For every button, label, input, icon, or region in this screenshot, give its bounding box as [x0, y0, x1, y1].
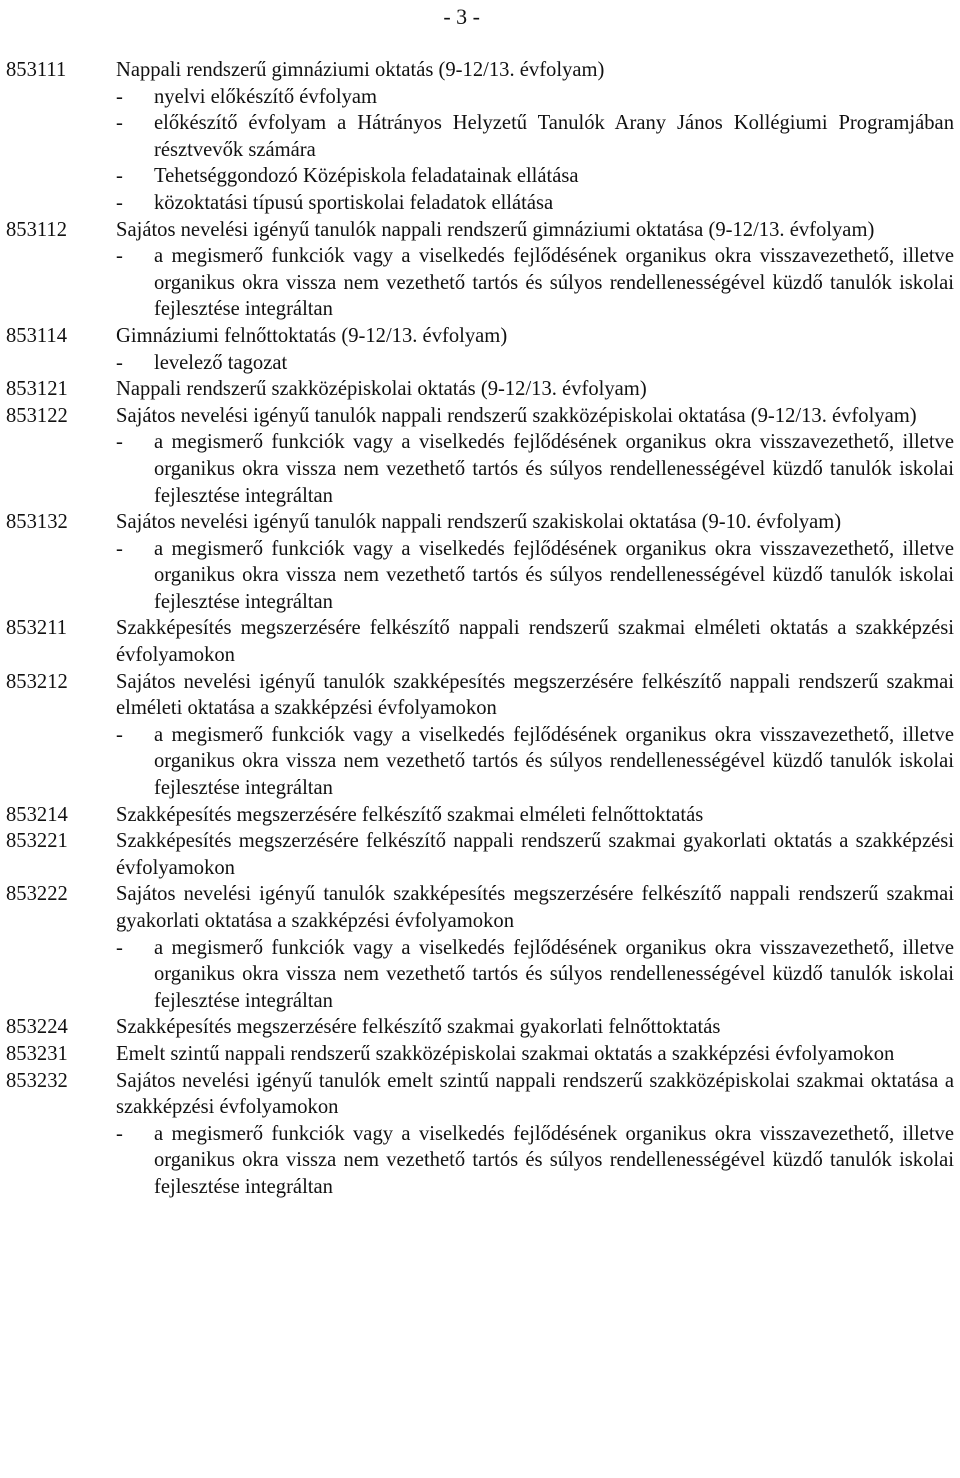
subitem-dash: -	[116, 112, 123, 135]
list-item	[6, 1068, 954, 1201]
list-item	[6, 828, 954, 881]
list-item	[6, 217, 954, 323]
subitem-dash: -	[116, 537, 123, 560]
entry-title: Szakképesítés megszerzésére felkészítő nappali rendszerű szakmai elméleti oktatás a szakképzési évfolyamokon	[116, 617, 954, 667]
subitem-text: a megismerő funkciók vagy a viselkedés fejlődésének organikus okra visszavezethető, illetve organikus okra vissza nem vezethető tartós és súlyos rendellenességével küzdő tanulók iskolai fejlesztése integráltan	[154, 537, 954, 613]
entry-code: 853232	[6, 1069, 68, 1092]
entry-code: 853212	[6, 670, 68, 693]
entry-title: Sajátos nevelési igényű tanulók szakképesítés megszerzésére felkészítő nappali rendszerű szakmai elméleti oktatása a szakképzési évfolyamokon	[116, 670, 954, 720]
entry-subitem	[116, 190, 954, 217]
list-item	[6, 323, 954, 376]
subitem-dash: -	[116, 245, 123, 268]
entry-title: Sajátos nevelési igényű tanulók nappali rendszerű gimnáziumi oktatása (9-12/13. évfolyam)	[116, 218, 875, 241]
subitem-dash: -	[116, 723, 123, 746]
subitem-text: a megismerő funkciók vagy a viselkedés fejlődésének organikus okra visszavezethető, illetve organikus okra vissza nem vezethető tartós és súlyos rendellenességével küzdő tanulók iskolai fejlesztése integráltan	[154, 723, 954, 800]
list-item	[6, 669, 954, 802]
entry-code: 853211	[6, 617, 68, 640]
entry-code: 853132	[6, 511, 68, 534]
subitem-text: nyelvi előkészítő évfolyam	[154, 85, 378, 108]
list-item	[6, 57, 954, 217]
subitem-text: a megismerő funkciók vagy a viselkedés fejlődésének organikus okra visszavezethető, illetve organikus okra vissza nem vezethető tartós és súlyos rendellenességével küzdő tanulók iskolai fejlesztése integráltan	[154, 431, 954, 507]
subitem-text: előkészítő évfolyam a Hátrányos Helyzetű Tanulók Arany János Kollégiumi Programjában résztvevők számára	[154, 112, 954, 161]
entry-body	[116, 1041, 954, 1068]
subitem-dash: -	[116, 936, 123, 959]
entry-body	[116, 1014, 954, 1041]
entry-title: Gimnáziumi felnőttoktatás (9-12/13. évfolyam)	[116, 324, 508, 347]
entry-code: 853112	[6, 218, 68, 241]
entry-title: Sajátos nevelési igényű tanulók szakképesítés megszerzésére felkészítő nappali rendszerű szakmai gyakorlati oktatása a szakképzési évfolyamokon	[116, 883, 954, 932]
subitem-text: Tehetséggondozó Középiskola feladatainak ellátása	[154, 165, 579, 188]
entry-code: 853221	[6, 830, 68, 853]
entry-title: Szakképesítés megszerzésére felkészítő nappali rendszerű szakmai gyakorlati oktatás a szakképzési évfolyamokon	[116, 830, 954, 879]
entry-body	[116, 1068, 954, 1201]
subitem-text: a megismerő funkciók vagy a viselkedés fejlődésének organikus okra visszavezethető, illetve organikus okra vissza nem vezethető tartós és súlyos rendellenességével küzdő tanulók iskolai fejlesztése integráltan	[154, 936, 954, 1012]
entry-list	[6, 57, 954, 1201]
subitem-dash: -	[116, 191, 123, 214]
entry-body	[116, 403, 954, 509]
entry-code: 853214	[6, 803, 68, 826]
subitem-text: levelező tagozat	[154, 351, 288, 374]
entry-title: Sajátos nevelési igényű tanulók nappali rendszerű szakiskolai oktatása (9-10. évfolyam)	[116, 511, 842, 534]
entry-code: 853224	[6, 1016, 68, 1039]
subitem-text: a megismerő funkciók vagy a viselkedés fejlődésének organikus okra visszavezethető, illetve organikus okra vissza nem vezethető tartós és súlyos rendellenességével küzdő tanulók iskolai fejlesztése integráltan	[154, 1122, 954, 1198]
entry-title: Nappali rendszerű szakközépiskolai oktatás (9-12/13. évfolyam)	[116, 378, 647, 401]
entry-body	[116, 615, 954, 668]
list-item	[6, 881, 954, 1014]
entry-code: 853122	[6, 404, 68, 427]
entry-title: Szakképesítés megszerzésére felkészítő szakmai elméleti felnőttoktatás	[116, 803, 704, 826]
list-item	[6, 1041, 954, 1068]
list-item	[6, 615, 954, 668]
page-number: - 3 -	[443, 4, 480, 29]
subitem-text: közoktatási típusú sportiskolai feladatok ellátása	[154, 191, 554, 214]
subitem-dash: -	[116, 85, 123, 108]
subitem-text: a megismerő funkciók vagy a viselkedés fejlődésének organikus okra visszavezethető, illetve organikus okra vissza nem vezethető tartós és súlyos rendellenességével küzdő tanulók iskolai fejlesztése integráltan	[154, 245, 954, 321]
entry-code: 853222	[6, 883, 68, 906]
entry-body	[116, 509, 954, 615]
entry-code: 853111	[6, 59, 67, 81]
entry-subitem	[116, 935, 954, 1015]
entry-body	[116, 802, 954, 829]
entry-subitem	[116, 110, 954, 163]
list-item	[6, 1014, 954, 1041]
entry-code: 853231	[6, 1042, 68, 1065]
entry-subitem	[116, 243, 954, 323]
list-item	[6, 802, 954, 829]
entry-subitem	[116, 722, 954, 802]
subitem-dash: -	[116, 431, 123, 454]
entry-code: 853121	[6, 378, 68, 401]
entry-body	[116, 57, 954, 217]
entry-subitem	[116, 536, 954, 616]
entry-title: Nappali rendszerű gimnáziumi oktatás (9-12/13. évfolyam)	[116, 59, 605, 81]
entry-code: 853114	[6, 324, 68, 347]
entry-title: Sajátos nevelési igényű tanulók emelt szintű nappali rendszerű szakközépiskolai szakmai oktatása a szakképzési évfolyamokon	[116, 1069, 954, 1119]
entry-body	[116, 669, 954, 802]
entry-subitem	[116, 84, 954, 111]
entry-body	[116, 323, 954, 376]
entry-body	[116, 376, 954, 403]
entry-title: Sajátos nevelési igényű tanulók nappali rendszerű szakközépiskolai oktatása (9-12/13. évfolyam)	[116, 404, 917, 427]
entry-subitem	[116, 350, 954, 377]
entry-body	[116, 881, 954, 1014]
entry-title: Emelt szintű nappali rendszerű szakközépiskolai szakmai oktatás a szakképzési évfolyamokon	[116, 1042, 895, 1065]
list-item	[6, 403, 954, 509]
subitem-dash: -	[116, 1122, 123, 1145]
entry-title: Szakképesítés megszerzésére felkészítő szakmai gyakorlati felnőttoktatás	[116, 1016, 721, 1039]
entry-subitem	[116, 163, 954, 190]
list-item	[6, 376, 954, 403]
subitem-dash: -	[116, 165, 123, 188]
entry-subitem	[116, 1121, 954, 1201]
list-item	[6, 509, 954, 615]
entry-body	[116, 217, 954, 323]
entry-subitem	[116, 429, 954, 509]
subitem-dash: -	[116, 351, 123, 374]
entry-body	[116, 828, 954, 881]
